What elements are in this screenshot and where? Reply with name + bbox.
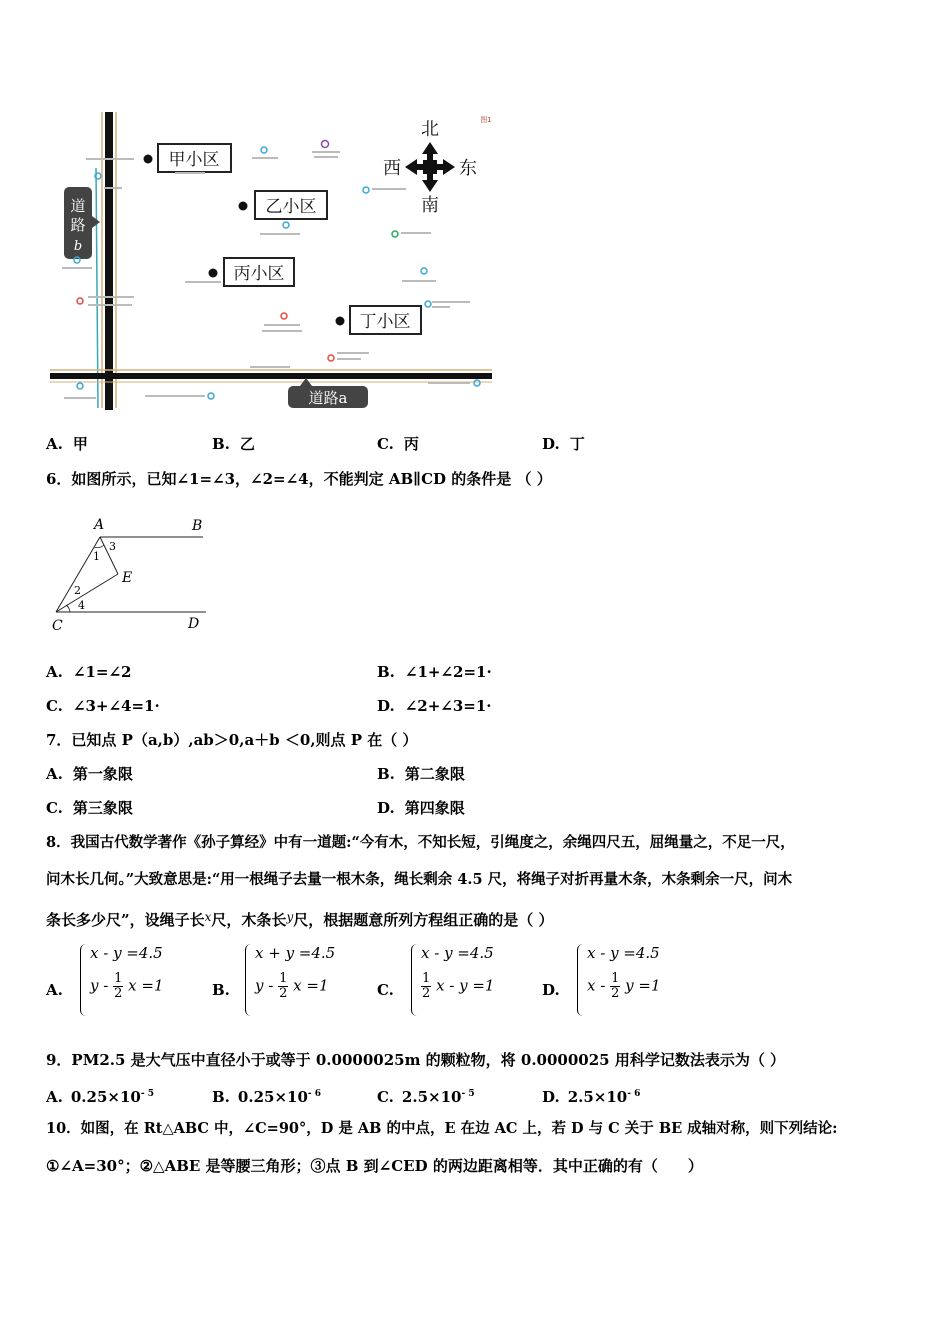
road-b <box>105 112 113 410</box>
svg-text:丁小区: 丁小区 <box>359 312 411 332</box>
svg-text:D: D <box>188 616 200 632</box>
svg-text:道: 道 <box>70 197 86 215</box>
q7-stem: 7．已知点 P（a,b）,ab＞0,a＋b ＜0,则点 P 在（ ） <box>46 731 418 749</box>
q8-stem-line2: 问木长几何。”大致意思是:“用一根绳子去量一根木条，绳长剩余 4.5 尺，将绳子对折再量木条，木条剩余一尺，问木 <box>46 871 793 888</box>
road-b-label <box>64 187 100 259</box>
q8-option-c[interactable]: C. <box>377 981 394 999</box>
zone-ding <box>336 306 422 334</box>
zone-yi <box>239 191 328 219</box>
q6-option-b[interactable]: B. ∠1+∠2=1· <box>377 663 492 681</box>
q5-option-a[interactable]: A. 甲 <box>46 435 88 453</box>
q9-option-c[interactable]: C. $2.5\times 10^{- 5}$ <box>377 1088 475 1106</box>
svg-text:C: C <box>52 618 63 634</box>
figure-number: 图1 <box>480 116 492 124</box>
q9-stem: 9．PM2.5 是大气压中直径小于或等于 0.0000025m 的颗粒物，将 0.0000025 用科学记数法表示为（ ） <box>46 1051 786 1069</box>
q6-option-a[interactable]: A. ∠1=∠2 <box>46 663 132 681</box>
svg-text:乙小区: 乙小区 <box>265 197 317 217</box>
q9-option-d[interactable]: D. $2.5\times 10^{- 6}$ <box>542 1088 641 1106</box>
svg-text:A: A <box>94 517 105 533</box>
svg-text:1: 1 <box>93 550 100 563</box>
map-figure <box>50 108 492 413</box>
east-label: 东 <box>459 158 477 179</box>
svg-text:4: 4 <box>78 599 85 612</box>
south-label: 南 <box>421 195 439 216</box>
svg-text:2: 2 <box>74 584 81 597</box>
zone-bing <box>209 258 295 286</box>
svg-text:E: E <box>122 570 133 586</box>
q7-option-c[interactable]: C. 第三象限 <box>46 799 133 817</box>
svg-text:甲小区: 甲小区 <box>168 150 220 170</box>
q8-option-d[interactable]: D. <box>542 981 560 999</box>
q10-stem-line2: ①∠A=30°；②△ABE 是等腰三角形；③点 B 到∠CED 的两边距离相等．其中正确的有（ ） <box>46 1157 703 1175</box>
svg-text:B: B <box>192 518 203 534</box>
zone-jia <box>144 144 232 172</box>
svg-text:路: 路 <box>70 216 86 234</box>
q7-option-b[interactable]: B. 第二象限 <box>377 765 465 783</box>
q6-option-c[interactable]: C. ∠3+∠4=1· <box>46 697 160 715</box>
q6-stem: 6．如图所示，已知∠1=∠3，∠2=∠4，不能判定 AB∥CD 的条件是 （ ） <box>46 470 552 488</box>
q9-option-b[interactable]: B. $0.25\times 10^{- 6}$ <box>212 1088 322 1106</box>
q5-option-c[interactable]: C. 丙 <box>377 435 419 453</box>
q9-option-a[interactable]: A. $0.25\times 10^{- 5}$ <box>46 1088 154 1106</box>
svg-text:3: 3 <box>109 540 116 553</box>
q8-option-a[interactable]: A. <box>46 981 63 999</box>
compass-icon <box>405 142 455 192</box>
road-a <box>50 373 492 379</box>
q7-option-d[interactable]: D. 第四象限 <box>377 799 465 817</box>
west-label: 西 <box>383 158 401 179</box>
svg-text:丙小区: 丙小区 <box>233 264 285 284</box>
q6-option-d[interactable]: D. ∠2+∠3=1· <box>377 697 492 715</box>
q5-option-b[interactable]: B. 乙 <box>212 435 255 453</box>
q8-stem-line1: 8．我国古代数学著作《孙子算经》中有一道题:“今有木，不知长短，引绳度之，余绳四尺五，屈绳量之，不足一尺， <box>46 834 795 851</box>
north-label: 北 <box>421 119 439 140</box>
q10-stem-line1: 10．如图，在 Rt△ABC 中，∠C=90°，D 是 AB 的中点，E 在边 AC 上，若 D 与 C 关于 BE 成轴对称，则下列结论: <box>46 1120 838 1137</box>
svg-text:b: b <box>73 239 83 254</box>
q8-stem-line3: 条长多少尺”，设绳子长$^x$尺，木条长$^y$尺，根据题意所列方程组正确的是（ ） <box>46 910 554 929</box>
q7-option-a[interactable]: A. 第一象限 <box>46 765 133 783</box>
svg-text:道路a: 道路a <box>308 389 348 407</box>
parallel-lines-figure <box>48 512 213 637</box>
q8-option-b[interactable]: B. <box>212 981 230 999</box>
q5-option-d[interactable]: D. 丁 <box>542 435 585 453</box>
